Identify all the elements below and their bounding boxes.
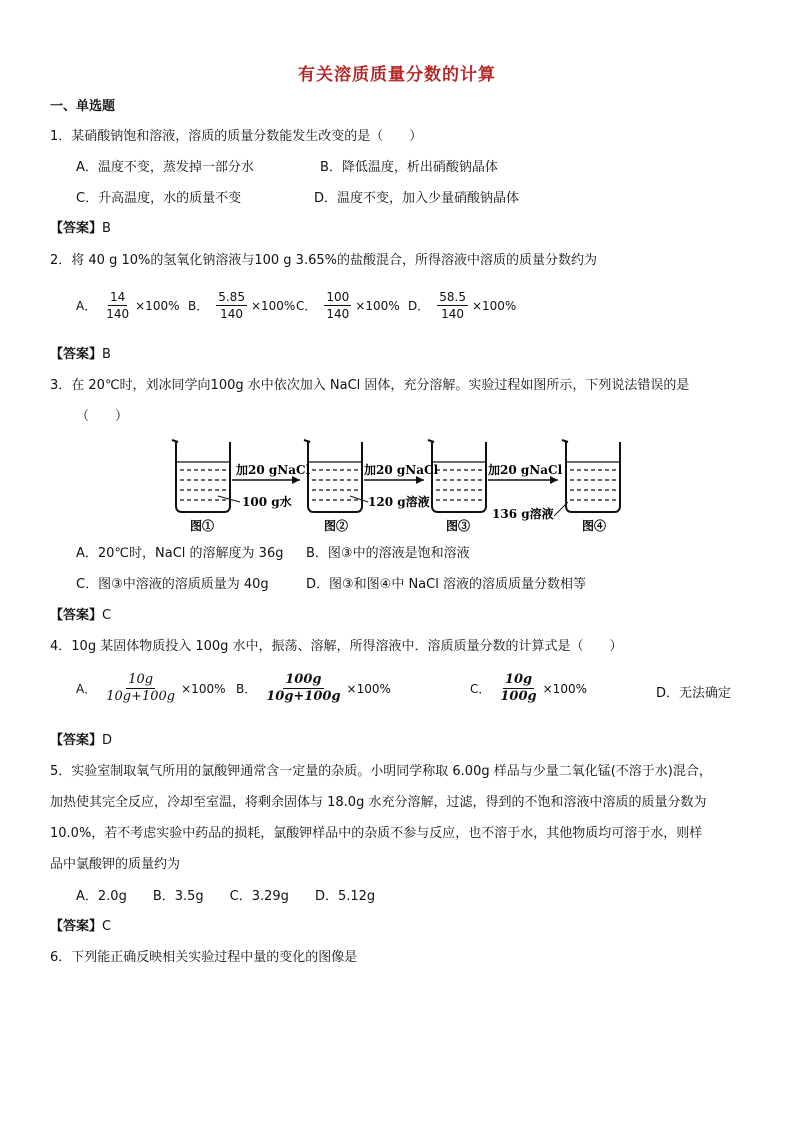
q2-option-d: D． $\frac{58.5}{140}$ ×100% (408, 290, 517, 321)
q5-line-4: 品中氯酸钾的质量约为 (50, 857, 181, 872)
q1-answer (50, 221, 111, 237)
q1-option-c: C．升高温度，水的质量不变 (76, 191, 242, 206)
label-solution-120: 120 g溶液 (368, 495, 430, 509)
fraction: $\frac{10g}{10g+100g}$ (106, 672, 176, 704)
q5-line-2: 加热使其完全反应，冷却至室温，将剩余固体与 18.0g 水充分溶解，过滤，得到的不饱和溶液中溶质的质量分数为 (50, 795, 707, 810)
q6-stem: 6．下列能正确反映相关实验过程中量的变化的图像是 (50, 950, 358, 965)
beaker-4 (562, 440, 620, 512)
caption-fig1: 图① (190, 519, 215, 533)
label-water: 100 g水 (242, 495, 292, 509)
q1-option-b: B．降低温度，析出硝酸钠晶体 (320, 160, 498, 175)
fraction: $\frac{58.5}{140}$ (439, 290, 466, 321)
q2-option-c: C． $\frac{100}{140}$ ×100% (296, 290, 400, 321)
answer-label: 【答案】 (50, 221, 103, 236)
arrow-label-2: 加20 gNaCl (364, 463, 439, 477)
q1-option-a: A．温度不变，蒸发掉一部分水 (76, 160, 254, 175)
q3-stem: 3．在 20℃时，刘冰同学向100g 水中依次加入 NaCl 固体，充分溶解。实验过程如图所示，下列说法错误的是 (50, 378, 690, 393)
q2-option-b: B． $\frac{5.85}{140}$ ×100% (188, 290, 296, 321)
q5-line-1: 5．实验室制取氧气所用的氯酸钾通常含一定量的杂质。小明同学称取 6.00g 样品与少量二氧化锰(不溶于水)混合， (50, 764, 712, 779)
q3-option-d: D．图③和图④中 NaCl 溶液的溶质质量分数相等 (306, 577, 586, 592)
q2-answer: 【答案】B (50, 347, 111, 362)
q4-option-a: A． $\frac{10g}{10g+100g}$ ×100% (76, 672, 226, 704)
page-title: 有关溶质质量分数的计算 (298, 65, 496, 85)
fraction: $\frac{10g}{100g}$ (500, 672, 537, 704)
arrow-label-3: 加20 gNaCl (488, 463, 563, 477)
caption-fig2: 图② (324, 519, 349, 533)
q5-answer: 【答案】C (50, 919, 112, 934)
arrow-2 (363, 462, 439, 484)
fraction: $\frac{100}{140}$ (326, 290, 350, 321)
fraction: $\frac{5.85}{140}$ (218, 290, 245, 321)
caption-fig3: 图③ (446, 519, 471, 533)
q3-option-a: A．20℃时，NaCl 的溶解度为 36g (76, 546, 284, 561)
q3-option-c: C．图③中溶液的溶质质量为 40g (76, 577, 269, 592)
q3-beaker-figure (170, 436, 630, 536)
fraction: $\frac{14}{140}$ (106, 290, 130, 321)
arrow-3 (487, 462, 563, 484)
q4-answer: 【答案】D (50, 733, 113, 748)
arrow-label-1: 加20 gNaCl (236, 463, 311, 477)
q1-option-d: D．温度不变，加入少量硝酸钠晶体 (314, 191, 520, 206)
q3-stem-paren: （ ） (76, 409, 129, 424)
section-heading: 一、单选题 (50, 99, 116, 114)
beaker-2 (304, 440, 362, 512)
q3-option-b: B．图③中的溶液是饱和溶液 (306, 546, 470, 561)
q4-option-c: C． $\frac{10g}{100g}$ ×100% (470, 672, 587, 704)
q2-option-a: A． $\frac{14}{140}$ ×100% (76, 290, 180, 321)
caption-fig4: 图④ (582, 519, 607, 533)
q1-stem: 1．某硝酸钠饱和溶液，溶质的质量分数能发生改变的是（ ） (50, 129, 423, 144)
q3-answer: 【答案】C (50, 608, 112, 623)
answer-value: B (102, 221, 111, 236)
label-solution-136: 136 g溶液 (492, 507, 554, 521)
arrow-1 (232, 462, 311, 484)
q4-stem: 4．10g 某固体物质投入 100g 水中，振荡、溶解，所得溶液中．溶质质量分数的计算式是（ ） (50, 639, 623, 654)
q4-option-b: B． $\frac{100g}{10g+100g}$ ×100% (236, 672, 391, 704)
beaker-1 (172, 440, 230, 512)
q5-options: A．2.0g B．3.5g C．3.29g D．5.12g (76, 889, 376, 904)
q4-option-d: D．无法确定 (656, 686, 732, 701)
fraction: $\frac{100g}{10g+100g}$ (266, 672, 341, 704)
q2-stem: 2．将 40 g 10%的氢氧化钠溶液与100 g 3.65%的盐酸混合，所得溶液中溶质的质量分数约为 (50, 253, 597, 268)
q5-line-3: 10.0%，若不考虑实验中药品的损耗，氯酸钾样品中的杂质不参与反应，也不溶于水，其他物质均可溶于水，则样 (50, 826, 703, 841)
